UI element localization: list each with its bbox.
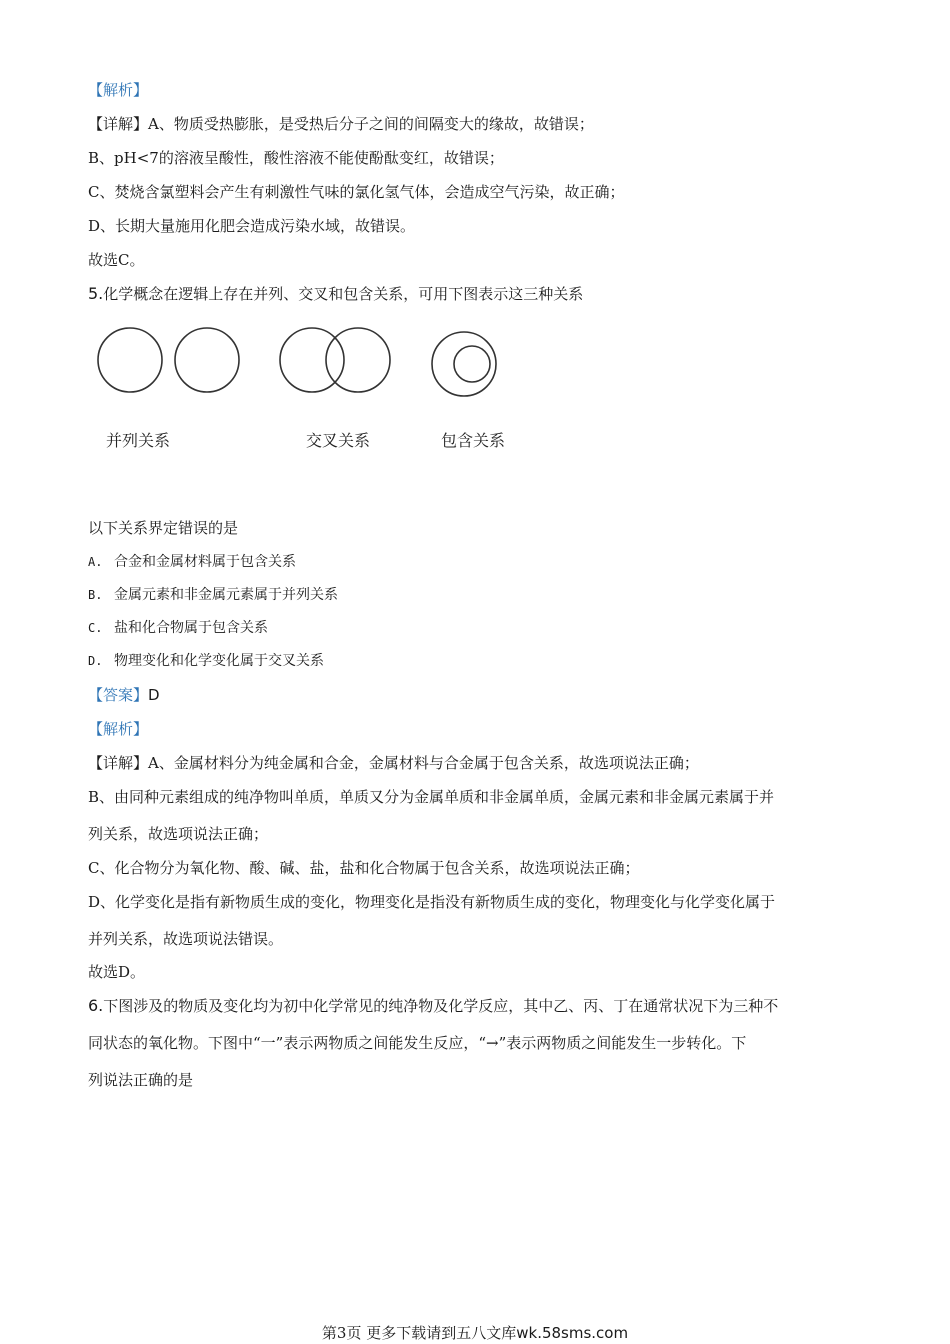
question-number: 5. [88, 284, 104, 303]
page-footer [0, 1322, 950, 1343]
detail-line-d: D、化学变化是指有新物质生成的变化，物理变化是指没有新物质生成的变化，物理变化与化学变化属于 [88, 893, 776, 911]
question-number: 6. [88, 996, 104, 1015]
question-6-line-3: 列说法正确的是 [88, 1071, 194, 1089]
analysis-label: 【解析】 [88, 720, 149, 738]
answer-value: D [148, 686, 160, 704]
option-d: D. 物理变化和化学变化属于交叉关系 [88, 653, 324, 669]
detail-prefix: 【详解】 [88, 115, 149, 133]
label-contain: 包含关系 [441, 431, 506, 450]
answer-line [88, 685, 160, 705]
detail-line-a: 【详解】A、金属材料分为纯金属和合金，金属材料与合金属于包含关系，故选项说法正确； [88, 754, 699, 772]
option-a: A. 合金和金属材料属于包含关系 [88, 554, 296, 570]
conclusion: 故选C。 [88, 251, 145, 269]
question-5-prompt: 以下关系界定错误的是 [88, 519, 239, 537]
detail-line-c: C、焚烧含氯塑料会产生有刺激性气味的氯化氢气体，会造成空气污染，故正确； [88, 183, 625, 201]
contain-circle-inner [454, 346, 490, 382]
detail-line-d-cont: 并列关系，故选项说法错误。 [88, 930, 284, 948]
question-6-line-2: 同状态的氧化物。下图中“一”表示两物质之间能发生反应，“→”表示两物质之间能发生一步转化。下 [88, 1034, 747, 1052]
analysis-label: 【解析】 [88, 81, 149, 99]
detail-line-b: B、由同种元素组成的纯净物叫单质，单质又分为金属单质和非金属单质，金属元素和非金属元素属于并 [88, 788, 775, 806]
detail-line-d: D、长期大量施用化肥会造成污染水域，故错误。 [88, 217, 416, 235]
option-letter: A. [88, 555, 103, 569]
detail-line-c: C、化合物分为氧化物、酸、碱、盐，盐和化合物属于包含关系，故选项说法正确； [88, 859, 640, 877]
label-intersect: 交叉关系 [306, 431, 371, 450]
answer-label: 【答案】 [88, 686, 149, 704]
label-parallel: 并列关系 [106, 431, 171, 450]
parallel-circle-left [98, 328, 162, 392]
detail-prefix: 【详解】 [88, 754, 149, 772]
option-b: B. 金属元素和非金属元素属于并列关系 [88, 587, 338, 603]
question-6-line-1: 6.下图涉及的物质及变化均为初中化学常见的纯净物及化学反应，其中乙、丙、丁在通常状况下为三种不 [88, 996, 779, 1015]
footer-page-text: 第3页 更多下载请到五八文库 [321, 1324, 517, 1342]
option-letter: C. [88, 621, 103, 635]
detail-line-a: 【详解】A、物质受热膨胀，是受热后分子之间的间隔变大的缘故，故错误； [88, 115, 594, 133]
conclusion: 故选D。 [88, 963, 146, 981]
footer-url: wk.58sms.com [516, 1324, 629, 1342]
parallel-circle-right [175, 328, 239, 392]
option-letter: D. [88, 654, 103, 668]
option-letter: B. [88, 588, 103, 602]
detail-line-b-cont: 列关系，故选项说法正确； [88, 825, 269, 843]
detail-line-b: B、pH<7的溶液呈酸性，酸性溶液不能使酚酞变红，故错误； [88, 149, 504, 167]
option-c: C. 盐和化合物属于包含关系 [88, 620, 268, 636]
contain-circle-outer [432, 332, 496, 396]
question-5-stem: 5.化学概念在逻辑上存在并列、交叉和包含关系，可用下图表示这三种关系 [88, 284, 584, 303]
intersect-circle-right [326, 328, 390, 392]
relationship-diagram [90, 318, 510, 408]
